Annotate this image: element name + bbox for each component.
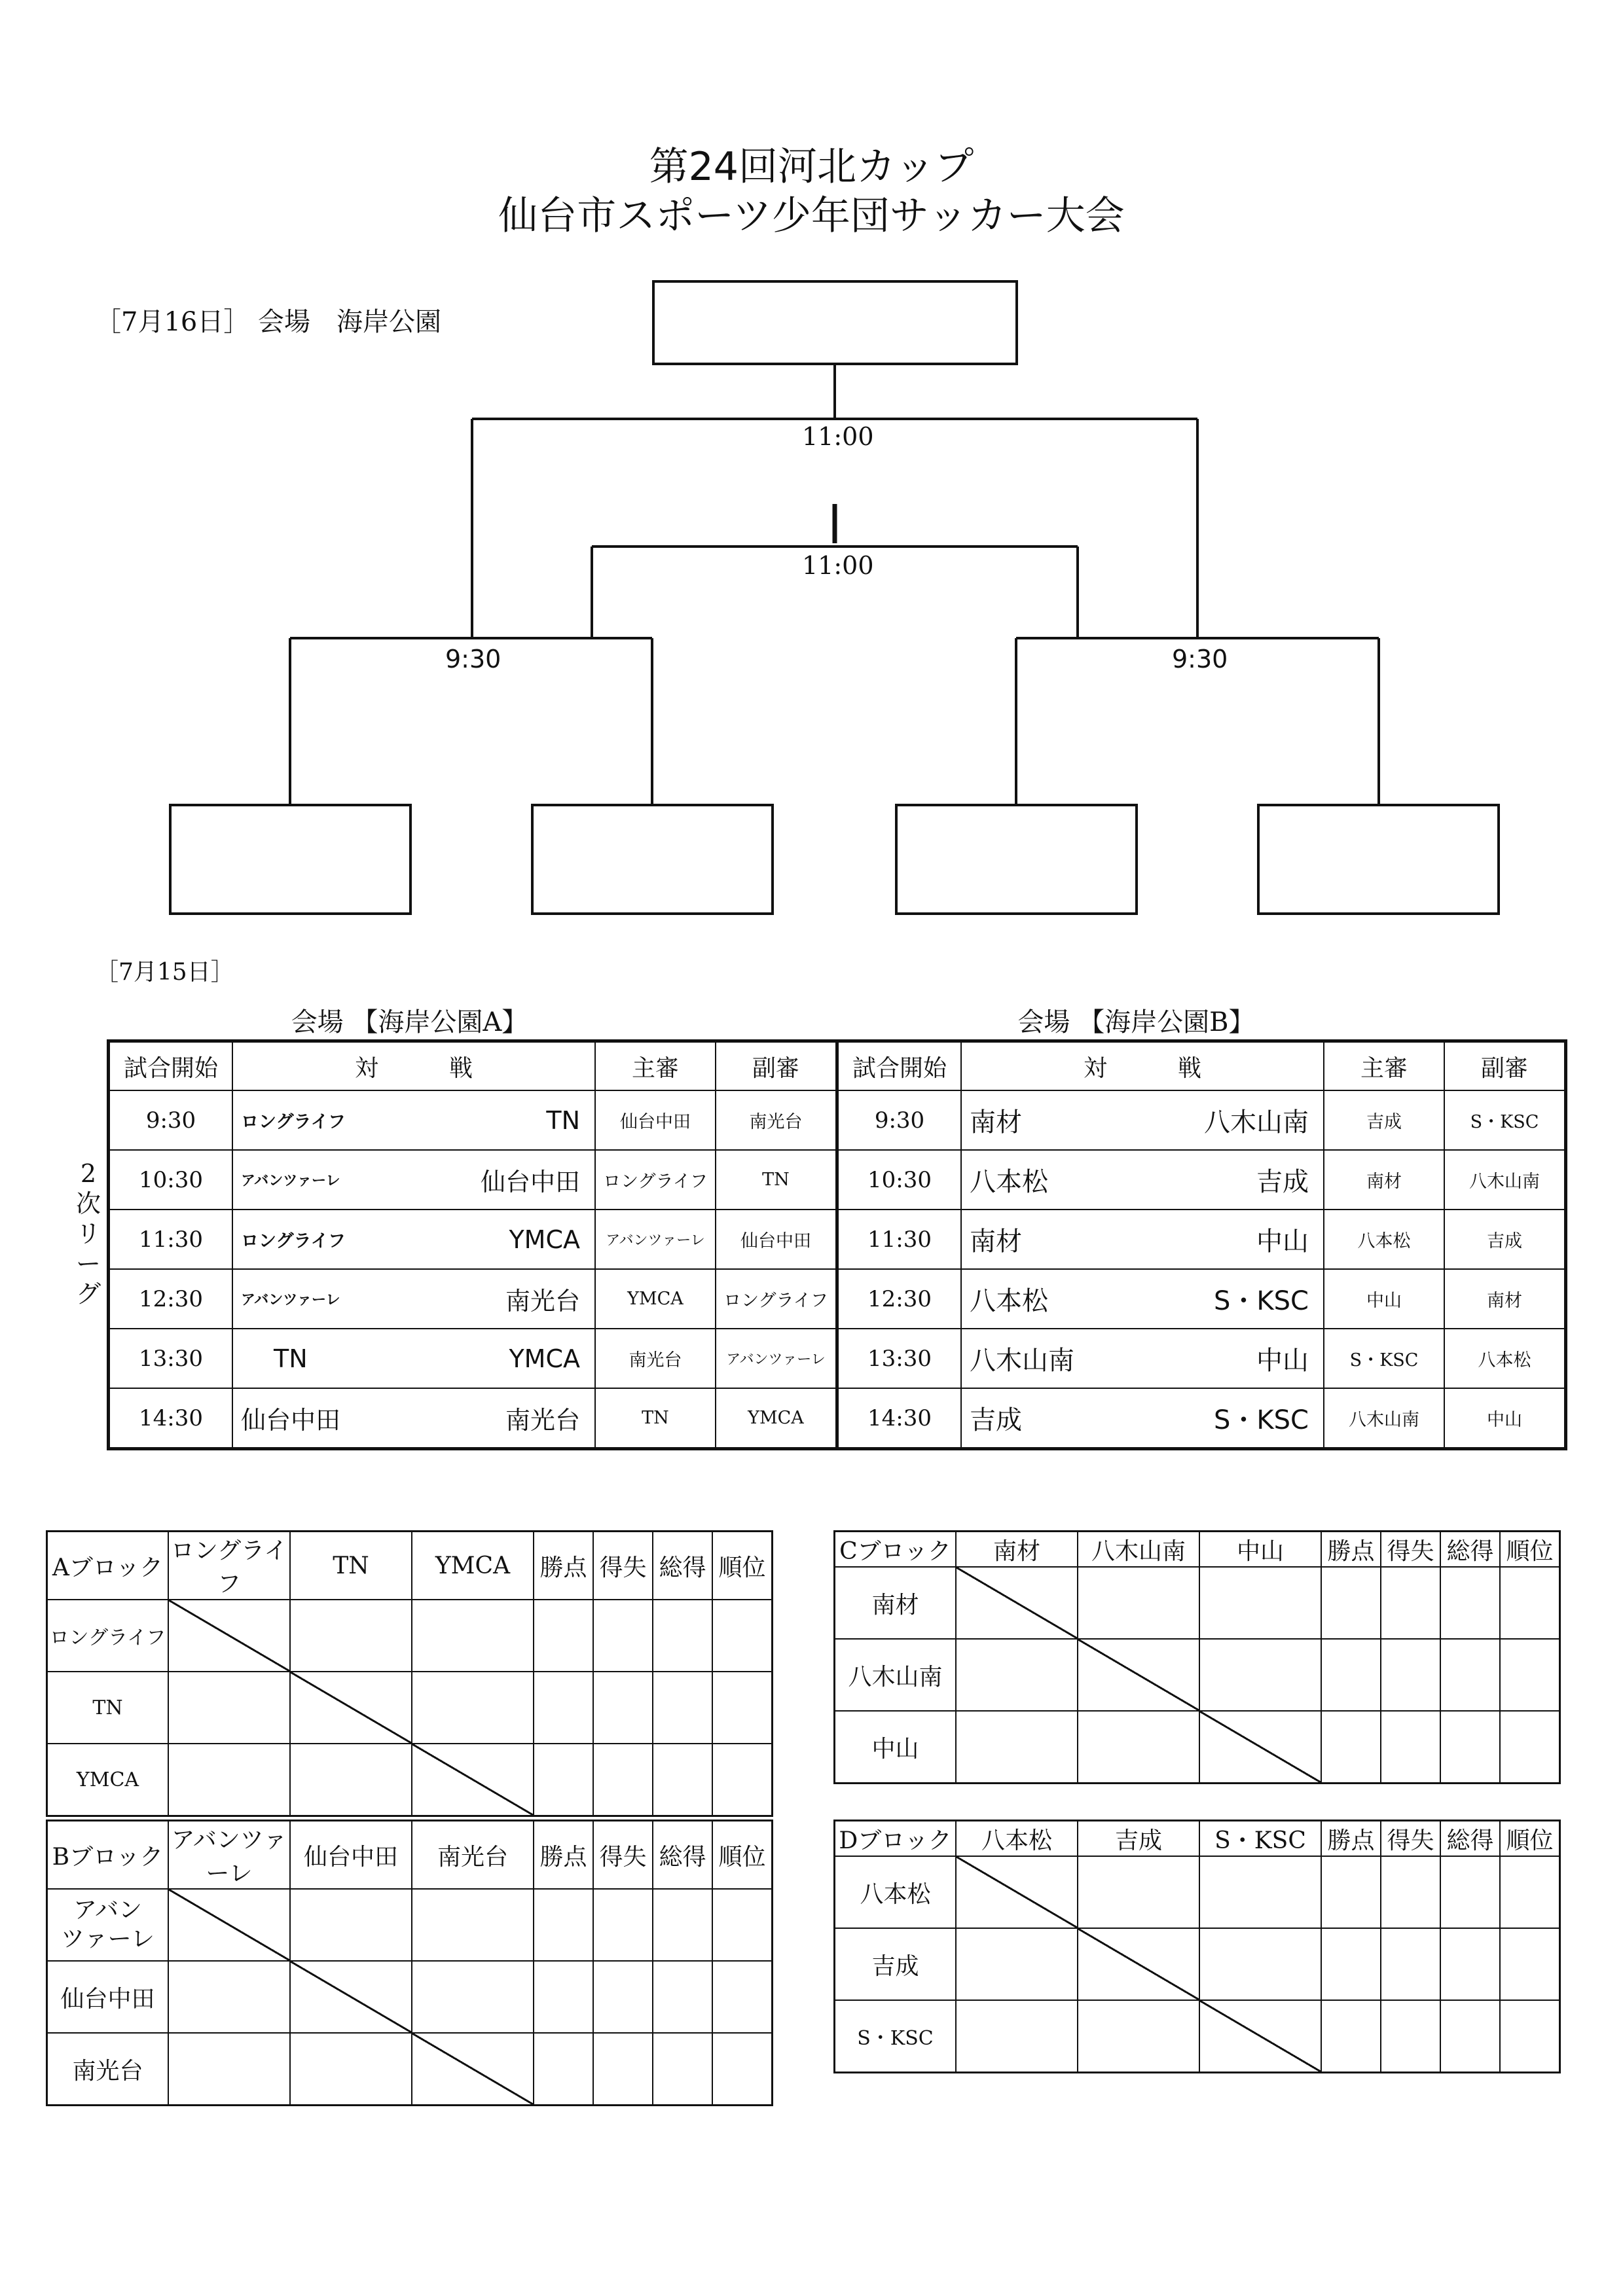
table-row: 9:30 ロングライフ TN 仙台中田 南光台 9:30 南材 八木山南 吉成 S・KSC (109, 1090, 1566, 1150)
semi-left-time: 9:30 (445, 645, 501, 673)
team-slot-3 (896, 805, 1137, 914)
block-a-table: Aブロック ロングライフ TN YMCA 勝点 得失 総得 順位 ロングライフ TN YMCA (46, 1530, 773, 1817)
block-d-table: Dブロック 八本松 吉成 S・KSC 勝点 得失 総得 順位 八本松 吉成 S・KSC (833, 1820, 1561, 2073)
table-row: 13:30 TN YMCA 南光台 アバンツァーレ 13:30 八木山南 中山 S・KSC 八本松 (109, 1329, 1566, 1388)
tournament-bracket (0, 0, 1623, 949)
schedule-table: 試合開始 対 戦 主審 副審 試合開始 対 戦 主審 副審 9:30 ロングライフ TN 仙台中田 南光台 9:30 南材 八木山南 吉成 S・KSC 10:30 アバンツァーレ 仙台中田 ロングライフ TN 10:30 八本松 吉成 南材 八木山南 11:30 ロングライフ YMCA アバンツァーレ 仙台中田 11:30 南材 中山 八本松 吉成 12:30 アバンツァーレ 南光台 YMCA ロングライフ 12:30 八本松 S・KSC 中山 南材 13:30 TN YMCA 南光台 アバンツァーレ 13:30 八木山南 中山 S・KSC 八本松 14:30 仙台中田 南光台 TN YMCA 14:30 吉成 S・KSC 八木山南 中山 (107, 1039, 1567, 1450)
third-place-time: 11:00 (802, 551, 874, 580)
venue-b: 会場 【海岸公園B】 (1017, 1007, 1255, 1037)
block-c-table: Cブロック 南材 八木山南 中山 勝点 得失 総得 順位 南材 八木山南 中山 (833, 1530, 1561, 1784)
second-league-label: 2 次 リ ー グ (75, 1159, 101, 1308)
team-slot-1 (170, 805, 410, 914)
team-slot-2 (532, 805, 773, 914)
table-row: 10:30 アバンツァーレ 仙台中田 ロングライフ TN 10:30 八本松 吉成 南材 八木山南 (109, 1150, 1566, 1210)
table-row: 14:30 仙台中田 南光台 TN YMCA 14:30 吉成 S・KSC 八木山南 中山 (109, 1388, 1566, 1449)
league-day-label: ［7月15日］ (95, 959, 234, 986)
table-row: 12:30 アバンツァーレ 南光台 YMCA ロングライフ 12:30 八本松 S・KSC 中山 南材 (109, 1269, 1566, 1329)
team-slot-4 (1258, 805, 1499, 914)
semi-right-time: 9:30 (1172, 645, 1228, 673)
final-time: 11:00 (802, 422, 874, 451)
venue-a: 会場 【海岸公園A】 (291, 1007, 528, 1037)
final-day-label: ［7月16日］ 会場 海岸公園 (95, 307, 442, 337)
title-line-1: 第24回河北カップ (649, 144, 974, 190)
block-b-table: Bブロック アバンツァーレ 仙台中田 南光台 勝点 得失 総得 順位 アバン ツァーレ 仙台中田 南光台 (46, 1820, 773, 2106)
champion-box (653, 281, 1017, 364)
table-row: 11:30 ロングライフ YMCA アバンツァーレ 仙台中田 11:30 南材 中山 八本松 吉成 (109, 1210, 1566, 1269)
title-line-2: 仙台市スポーツ少年団サッカー大会 (498, 193, 1125, 239)
